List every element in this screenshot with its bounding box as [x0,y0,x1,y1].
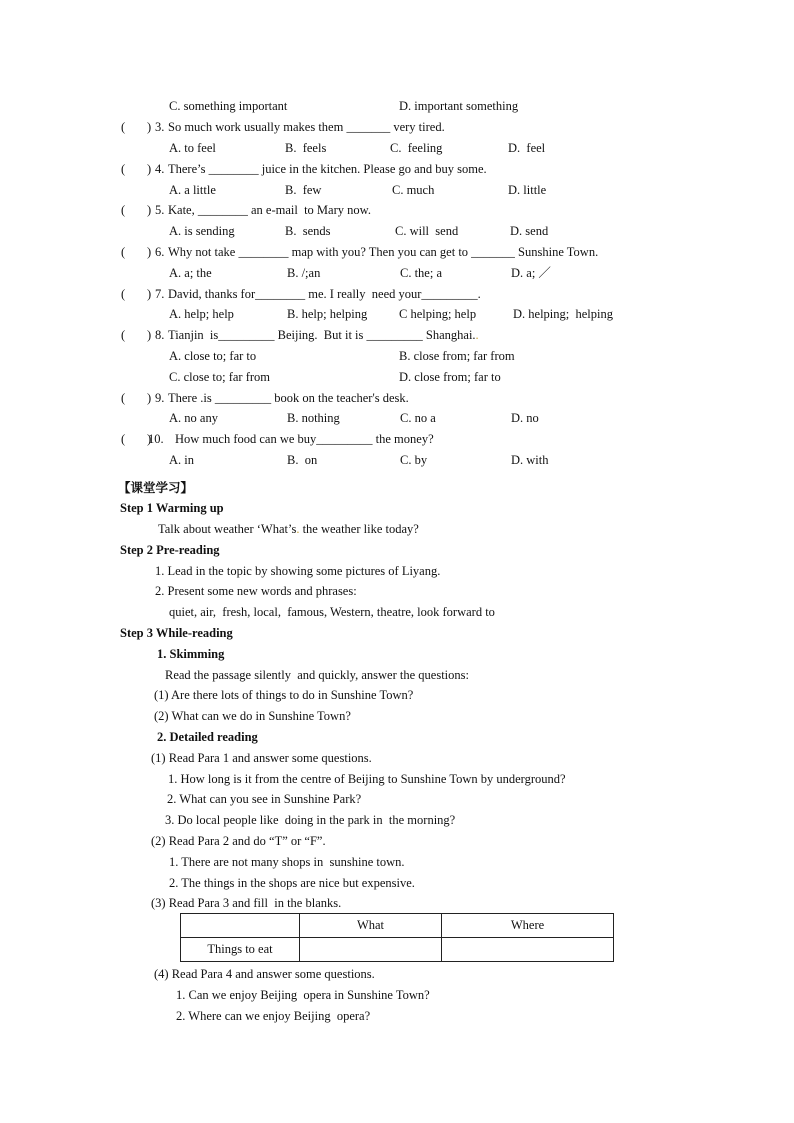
option-b: B. feels [285,141,327,155]
option-a: A. a little [169,183,216,197]
question-stem: There .is _________ book on the teacher's desk. [168,391,409,405]
step1-text: Talk about weather ‘What’s. the weather like today? [158,522,419,536]
option-d: D. feel [508,141,546,155]
para1-question-1: 1. How long is it from the centre of Beijing to Sunshine Town by underground? [168,772,566,786]
step1-title: Step 1 Warming up [120,501,224,515]
question-stem: How much food can we buy_________ the money? [175,432,434,446]
skimming-question-1: (1) Are there lots of things to do in Sunshine Town? [154,688,414,702]
question-stem: David, thanks for________ me. I really need your_________. [168,287,481,301]
para2-title: (2) Read Para 2 and do “T” or “F”. [151,834,326,848]
answer-blank: ( ) [121,120,152,134]
answer-blank: ( ) [121,162,152,176]
answer-blank: ( ) [121,245,152,259]
table-row-label: Things to eat [181,938,300,962]
fill-in-table [180,913,614,962]
para3-title: (3) Read Para 3 and fill in the blanks. [151,896,342,910]
option-b: B. /;an [287,266,321,280]
step2-words: quiet, air, fresh, local, famous, Western, theatre, look forward to [169,605,495,619]
option-c: C. the; a [400,266,443,280]
question-number: 3. [155,120,165,134]
answer-blank: ( ) [121,287,152,301]
option-a: A. close to; far to [169,349,257,363]
option-a: A. help; help [169,307,234,321]
option-d: D. little [508,183,547,197]
option-d: D. send [510,224,549,238]
step2-item-1: 1. Lead in the topic by showing some pictures of Liyang. [155,564,441,578]
table-corner-cell [181,914,300,938]
q8-stem-text: Tianjin is_________ Beijing. But it is _________ Shanghai. [168,328,476,342]
question-number: 4. [155,162,165,176]
option-c: C. close to; far from [169,370,271,384]
option-d: D. a; ／ [511,266,551,280]
question-stem: There’s ________ juice in the kitchen. Please go and buy some. [168,162,487,176]
skimming-title: 1. Skimming [157,647,225,661]
question-number: 9. [155,391,165,405]
table-cell-where[interactable] [442,938,614,962]
option-b: B. nothing [287,411,340,425]
option-c: C helping; help [399,307,477,321]
question-number: 10. [148,432,164,446]
para2-statement-2: 2. The things in the shops are nice but expensive. [169,876,415,890]
option-c: C. by [400,453,428,467]
detailed-reading-title: 2. Detailed reading [157,730,258,744]
step2-item-2: 2. Present some new words and phrases: [155,584,357,598]
answer-blank: ( ) [121,391,152,405]
option-b: B. on [287,453,318,467]
skimming-question-2: (2) What can we do in Sunshine Town? [154,709,351,723]
step1-text-a: Talk about weather ‘What’s [158,522,297,536]
para1-question-3: 3. Do local people like doing in the park in the morning? [165,813,456,827]
question-stem: Tianjin is_________ Beijing. But it is _________ Shanghai.. [168,328,479,342]
option-b: B. few [285,183,322,197]
answer-blank: ( ) [121,432,152,446]
option-a: A. is sending [169,224,235,238]
step1-text-b: the weather like today? [299,522,419,536]
q2-option-c: C. something important [169,99,288,113]
skimming-intro: Read the passage silently and quickly, answer the questions: [165,668,469,682]
option-d: D. with [511,453,549,467]
option-b: B. help; helping [287,307,368,321]
table-header-what: What [300,914,442,938]
option-c: C. no a [400,411,436,425]
option-b: B. sends [285,224,331,238]
answer-blank: ( ) [121,203,152,217]
question-number: 8. [155,328,165,342]
step3-title: Step 3 While-reading [120,626,233,640]
answer-blank: ( ) [121,328,152,342]
option-c: C. will send [395,224,459,238]
option-a: A. to feel [169,141,216,155]
option-b: B. close from; far from [399,349,515,363]
step2-title: Step 2 Pre-reading [120,543,220,557]
para4-question-2: 2. Where can we enjoy Beijing opera? [176,1009,371,1023]
option-d: D. helping; helping [513,307,613,321]
table-header-where: Where [442,914,614,938]
para4-question-1: 1. Can we enjoy Beijing opera in Sunshine Town? [176,988,430,1002]
table-cell-what[interactable] [300,938,442,962]
para4-title: (4) Read Para 4 and answer some questions. [154,967,375,981]
section-title: 【课堂学习】 [118,480,194,495]
option-d: D. no [511,411,539,425]
option-c: C. feeling [390,141,443,155]
question-number: 6. [155,245,165,259]
para1-question-2: 2. What can you see in Sunshine Park? [167,792,362,806]
para2-statement-1: 1. There are not many shops in sunshine town. [169,855,405,869]
question-stem: Kate, ________ an e-mail to Mary now. [168,203,371,217]
option-a: A. no any [169,411,218,425]
para1-title: (1) Read Para 1 and answer some questions. [151,751,372,765]
option-c: C. much [392,183,435,197]
question-stem: Why not take ________ map with you? Then you can get to _______ Sunshine Town. [168,245,599,259]
option-d: D. close from; far to [399,370,501,384]
option-a: A. a; the [169,266,212,280]
q2-option-d: D. important something [399,99,519,113]
option-a: A. in [169,453,194,467]
question-number: 5. [155,203,165,217]
question-number: 7. [155,287,165,301]
question-stem: So much work usually makes them _______ very tired. [168,120,445,134]
